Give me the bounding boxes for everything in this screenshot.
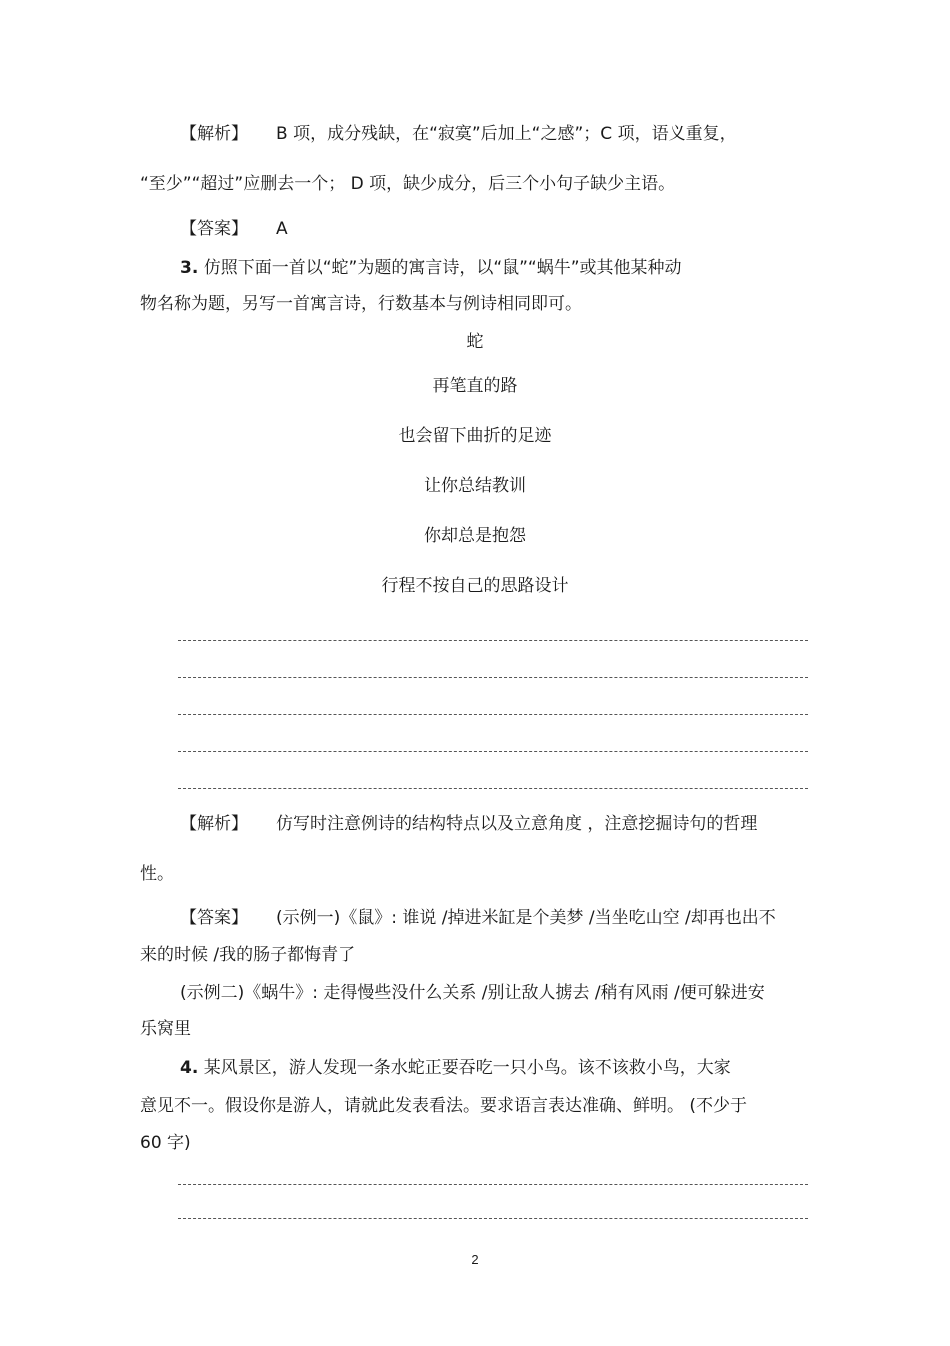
- q2-answer-line: [180, 217, 288, 241]
- answer-blank-line-5: [178, 788, 808, 789]
- q3-analysis-text: 仿写时注意例诗的结构特点以及立意角度 ，注意挖掘诗句的哲理: [276, 814, 758, 834]
- q3-answer2-line1: (示例二)《蜗牛》: 走得慢些没什么关系 /别让敌人掳去 /稍有风雨 /便可躲进安: [180, 983, 765, 1003]
- q4-blank-line-1: [178, 1184, 808, 1185]
- answer-blank-line-3: [178, 714, 808, 715]
- q2-analysis-line2: “至少”“超过”应删去一个； D 项，缺少成分，后三个小句子缺少主语。: [140, 174, 676, 194]
- page-number: 2: [471, 1252, 479, 1267]
- q2-analysis-text: B 项，成分残缺，在“寂寞”后加上“之感”；C 项，语义重复，: [276, 124, 737, 144]
- q3-prompt-text: 仿照下面一首以“蛇”为题的寓言诗，以“鼠”“蜗牛”或其他某种动: [203, 258, 682, 278]
- q2-analysis-line1: [180, 122, 737, 146]
- q2-analysis-tag: 【解析】: [180, 124, 248, 144]
- q3-answer-tag: 【答案】: [180, 908, 248, 928]
- q3-answer1-line2: 来的时候 /我的肠子都悔青了: [140, 945, 356, 965]
- q3-prompt-line2: 物名称为题，另写一首寓言诗，行数基本与例诗相同即可。: [140, 294, 582, 314]
- poem-title: 蛇: [466, 332, 484, 352]
- answer-blank-line-2: [178, 677, 808, 678]
- q2-answer-value: A: [276, 219, 288, 239]
- q2-answer-tag: 【答案】: [180, 219, 248, 239]
- q3-analysis-line2: 性。: [140, 864, 174, 884]
- q3-answer-line1: [180, 906, 776, 930]
- poem-line-3: 让你总结教训: [424, 476, 526, 496]
- q4-number: 4.: [180, 1058, 199, 1078]
- q4-prompt-line1: [180, 1056, 731, 1080]
- q4-blank-line-2: [178, 1218, 808, 1219]
- poem-line-4: 你却总是抱怨: [424, 526, 526, 546]
- answer-blank-line-1: [178, 640, 808, 641]
- q4-prompt-text: 某风景区，游人发现一条水蛇正要吞吃一只小鸟。该不该救小鸟，大家: [203, 1058, 731, 1078]
- q3-answer2-line2: 乐窝里: [140, 1019, 191, 1039]
- q3-prompt-line1: [180, 256, 682, 280]
- q3-analysis-tag: 【解析】: [180, 814, 248, 834]
- poem-line-2: 也会留下曲折的足迹: [398, 426, 552, 446]
- q3-analysis-line1: [180, 812, 757, 836]
- q3-answer1-text: (示例一)《鼠》: 谁说 /掉进米缸是个美梦 /当坐吃山空 /却再也出不: [276, 908, 776, 928]
- q4-prompt-line3: 60 字): [140, 1133, 191, 1153]
- poem-line-1: 再笔直的路: [432, 376, 518, 396]
- q3-number: 3.: [180, 258, 199, 278]
- answer-blank-line-4: [178, 751, 808, 752]
- poem-line-5: 行程不按自己的思路设计: [381, 576, 569, 596]
- q4-prompt-line2: 意见不一。假设你是游人，请就此发表看法。要求语言表达准确、鲜明。 (不少于: [140, 1096, 748, 1116]
